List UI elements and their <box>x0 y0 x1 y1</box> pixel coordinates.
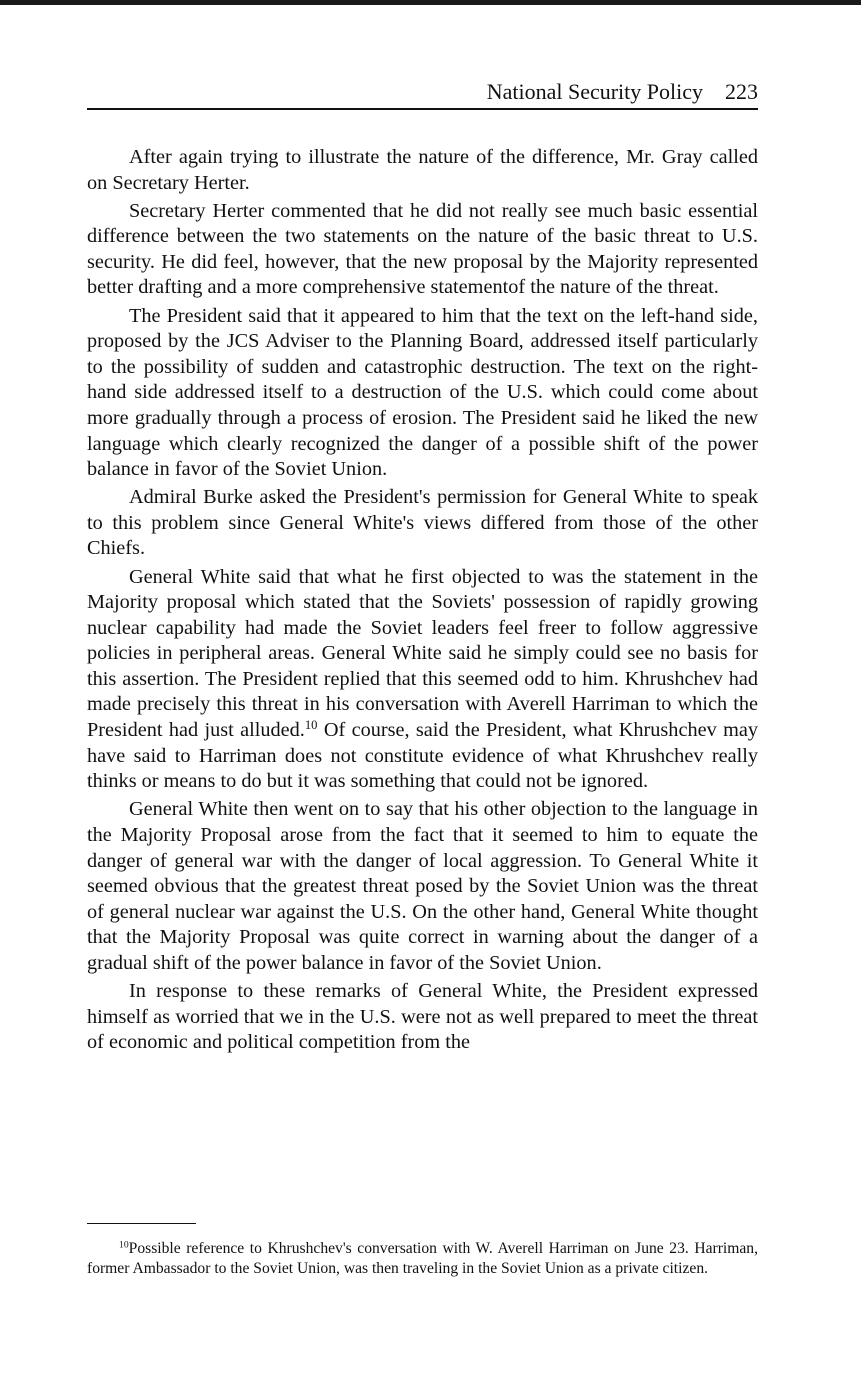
page-top-edge <box>0 0 861 5</box>
footnote-text: Possible reference to Khrushchev's conversation with W. Averell Harriman on June 23. Harriman, former Ambassador to the Soviet Union, was then traveling in the Soviet Union as a private citizen. <box>87 1240 758 1277</box>
paragraph-2: Secretary Herter commented that he did not really see much basic essential difference between the two statements on the nature of the basic threat to U.S. security. He did feel, however, that the new proposal by the Majority represented better drafting and a more comprehensive statementof the nature of the threat. <box>87 199 758 299</box>
paragraph-4: Admiral Burke asked the President's permission for General White to speak to this problem since General White's views differed from those of the other Chiefs. <box>87 486 758 560</box>
paragraph-7: In response to these remarks of General White, the President expressed himself as worried that we in the U.S. were not as well prepared to meet the threat of economic and political competition from the <box>87 980 758 1054</box>
paragraph-1: After again trying to illustrate the nature of the difference, Mr. Gray called on Secretary Herter. <box>87 146 758 194</box>
paragraph-5 <box>87 565 758 795</box>
running-title: National Security Policy <box>486 79 703 104</box>
footnote <box>87 1239 758 1279</box>
paragraph-6: General White then went on to say that his other objection to the language in the Majority Proposal arose from the fact that it seemed to him to equate the danger of general war with the danger of local aggression. To General White it seemed obvious that the greatest threat posed by the Soviet Union was the threat of general nuclear war against the U.S. On the other hand, General White thought that the Majority Proposal was quite correct in warning about the danger of a gradual shift of the power balance in favor of the Soviet Union. <box>87 798 758 974</box>
footnote-10 <box>87 1239 758 1279</box>
paragraph-3: The President said that it appeared to him that the text on the left-hand side, proposed by the JCS Adviser to the Planning Board, addressed itself particularly to the possibility of sudden and catastrophic destruction. The text on the right-hand side addressed itself to a destruction of the U.S. which could come about more gradually through a process of erosion. The President said he liked the new language which clearly recognized the danger of a possible shift of the power balance in favor of the Soviet Union. <box>87 304 758 481</box>
body-text <box>87 145 758 1058</box>
footnote-reference: 10 <box>304 718 318 733</box>
paragraph-5-part-1: General White said that what he first objected to was the statement in the Majority proposal which stated that the Soviets' possession of rapidly growing nuclear capability had made the Soviet leaders feel freer to follow aggressive policies in peripheral areas. General White said he simply could see no basis for this assertion. The President replied that this seemed odd to him. Khrushchev had made precisely this threat in his conversation with Averell Harriman to which the President had just alluded. <box>87 565 758 742</box>
footnote-number: 10 <box>119 1239 129 1251</box>
paragraph-5-part-2: Of course, said the President, what Khrushchev may have said to Harriman does not constitute evidence of what Khrushchev really thinks or means to do but it was something that could not be ignored. <box>87 719 758 793</box>
running-header <box>87 76 758 110</box>
footnote-divider <box>87 1223 196 1224</box>
page-number: 223 <box>725 79 758 104</box>
